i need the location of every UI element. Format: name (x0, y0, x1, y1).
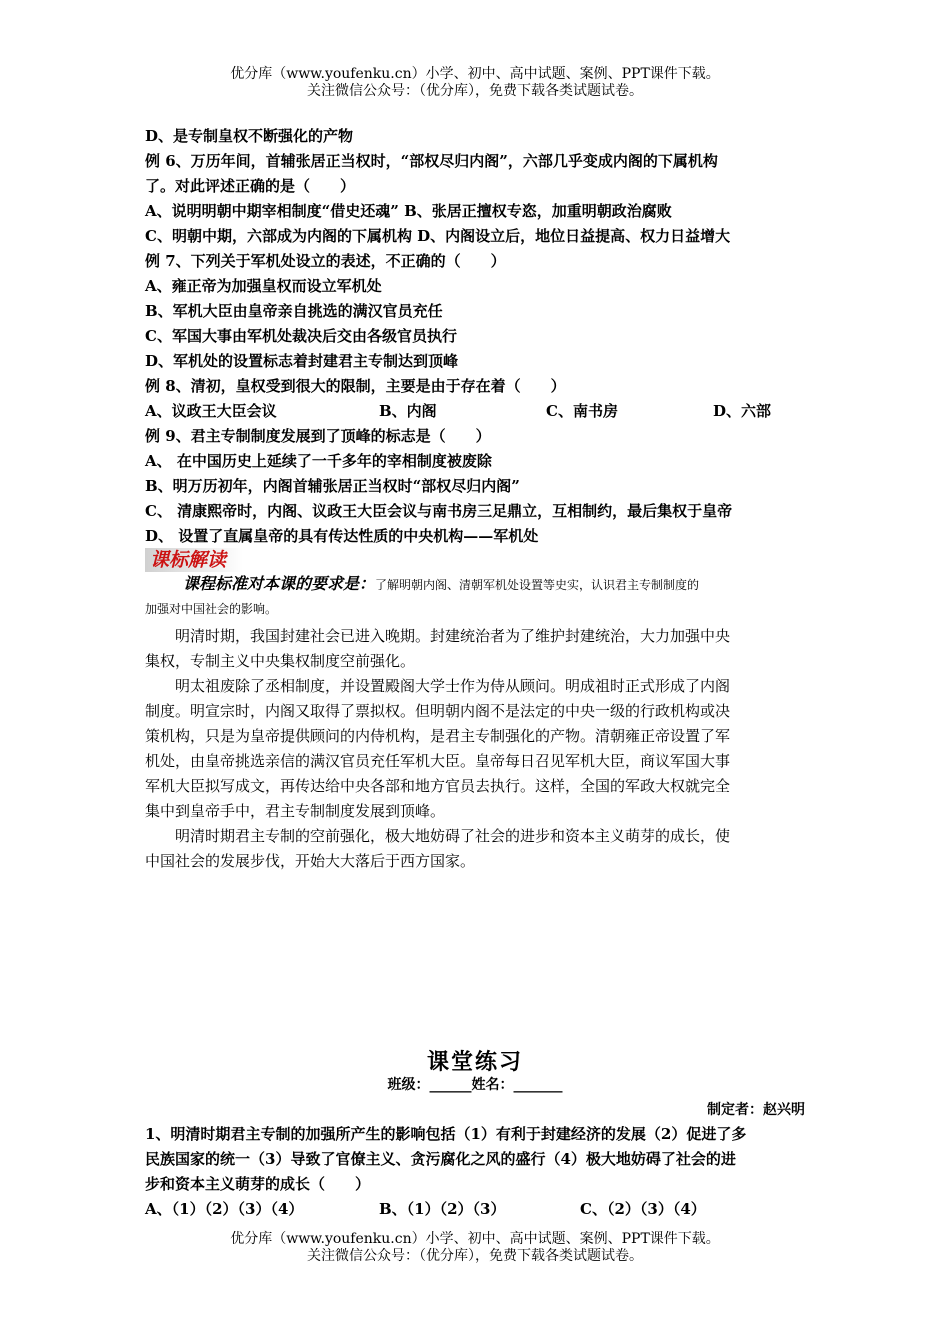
footer-line-1: 优分库（www.youfenku.cn）小学、初中、高中试题、案例、PPT课件下载。 (230, 1231, 720, 1247)
q9-stem: 例 9、君主专制制度发展到了顶峰的标志是（ ） (145, 427, 491, 445)
practice-q1-line-3: 步和资本主义萌芽的成长（ ） (145, 1175, 371, 1193)
standard-lead: 课程标准对本课的要求是： (183, 574, 376, 593)
para2-line-5: 军机大臣拟写成文，再传达给中央各部和地方官员去执行。这样，全国的军政大权就完全 (145, 777, 731, 795)
q9-option-c: C、 清康熙帝时，内阁、议政王大臣会议与南书房三足鼎立，互相制约，最后集权于皇帝 (145, 502, 733, 520)
footer-line-2: 关注微信公众号：（优分库），免费下载各类试题试卷。 (307, 1248, 643, 1264)
q9-option-d: D、 设置了直属皇帝的具有传达性质的中央机构——军机处 (145, 527, 539, 545)
practice-q1-line-2: 民族国家的统一（3）导致了官僚主义、贪污腐化之风的盛行（4）极大地妨碍了社会的进 (145, 1150, 736, 1168)
header-line-2: 关注微信公众号：（优分库），免费下载各类试题试卷。 (307, 83, 643, 99)
q7-option-c: C、军国大事由军机处裁决后交由各级官员执行 (145, 327, 457, 345)
q6-stem-line-1: 例 6、万历年间，首辅张居正当权时，“部权尽归内阁”，六部几乎变成内阁的下属机构 (145, 152, 718, 170)
q7-option-a: A、雍正帝为加强皇权而设立军机处 (145, 277, 382, 295)
page-footer (0, 1231, 950, 1265)
header-line-1: 优分库（www.youfenku.cn）小学、初中、高中试题、案例、PPT课件下载。 (230, 66, 720, 82)
practice-q1-option-c: C、（2）（3）（4） (580, 1200, 706, 1218)
standard-text-1: 了解明朝内阁、清朝军机处设置等史实，认识君主专制制度的 (375, 578, 700, 592)
page-header (0, 66, 950, 100)
class-name-line: 班级：______姓名：_______ (387, 1077, 563, 1093)
q8-option-b: B、内阁 (379, 402, 437, 420)
q8-option-a: A、议政王大臣会议 (145, 402, 277, 420)
practice-q1-option-b: B、（1）（2）（3） (379, 1200, 506, 1218)
q8-option-d: D、六部 (713, 402, 772, 420)
q8-option-c: C、南书房 (546, 402, 618, 420)
q7-option-b: B、军机大臣由皇帝亲自挑选的满汉官员充任 (145, 302, 443, 320)
para2-line-1: 明太祖废除了丞相制度，并设置殿阁大学士作为侍从顾问。明成祖时正式形成了内阁 (145, 677, 731, 695)
author-line: 制定者：赵兴明 (707, 1102, 805, 1118)
q6-options-cd: C、明朝中期，六部成为内阁的下属机构 D、内阁设立后，地位日益提高、权力日益增大 (145, 227, 731, 245)
practice-q1-line-1: 1、明清时期君主专制的加强所产生的影响包括（1）有利于封建经济的发展（2）促进了多 (145, 1125, 747, 1143)
para2-line-2: 制度。明宣宗时，内阁又取得了票拟权。但明朝内阁不是法定的中央一级的行政机构或决 (145, 702, 731, 720)
section-title: 课标解读 (150, 549, 227, 571)
q7-option-d: D、军机处的设置标志着封建君主专制达到顶峰 (145, 352, 459, 370)
practice-title: 课堂练习 (426, 1049, 523, 1075)
q8-stem: 例 8、清初，皇权受到很大的限制，主要是由于存在着（ ） (145, 377, 566, 395)
para1-line-1: 明清时期，我国封建社会已进入晚期。封建统治者为了维护封建统治，大力加强中央 (145, 627, 731, 645)
para2-line-3: 策机构，只是为皇帝提供顾问的内侍机构，是君主专制强化的产物。清朝雍正帝设置了军 (145, 727, 731, 745)
para3-line-2: 中国社会的发展步伐，开始大大落后于西方国家。 (145, 852, 476, 870)
q5-option-d: D、是专制皇权不断强化的产物 (145, 127, 354, 145)
practice-q1-option-a: A、（1）（2）（3）（4） (145, 1200, 304, 1218)
q6-stem-line-2: 了。对此评述正确的是（ ） (145, 177, 356, 195)
para2-line-4: 机处，由皇帝挑选亲信的满汉官员充任军机大臣。皇帝每日召见军机大臣，商议军国大事 (145, 752, 731, 770)
q6-options-ab: A、说明明朝中期宰相制度“借史还魂” B、张居正擅权专恣，加重明朝政治腐败 (145, 202, 672, 220)
q7-stem: 例 7、下列关于军机处设立的表述，不正确的（ ） (145, 252, 506, 270)
q9-option-a: A、 在中国历史上延续了一千多年的宰相制度被废除 (145, 452, 492, 470)
standard-text-2: 加强对中国社会的影响。 (145, 602, 278, 616)
q9-option-b: B、明万历初年，内阁首辅张居正当权时“部权尽归内阁” (145, 477, 520, 495)
para2-line-6: 集中到皇帝手中，君主专制制度发展到顶峰。 (145, 802, 446, 820)
standard-line-1 (145, 576, 699, 593)
para1-line-2: 集权，专制主义中央集权制度空前强化。 (145, 652, 416, 670)
para3-line-1: 明清时期君主专制的空前强化，极大地妨碍了社会的进步和资本主义萌芽的成长，使 (145, 827, 731, 845)
